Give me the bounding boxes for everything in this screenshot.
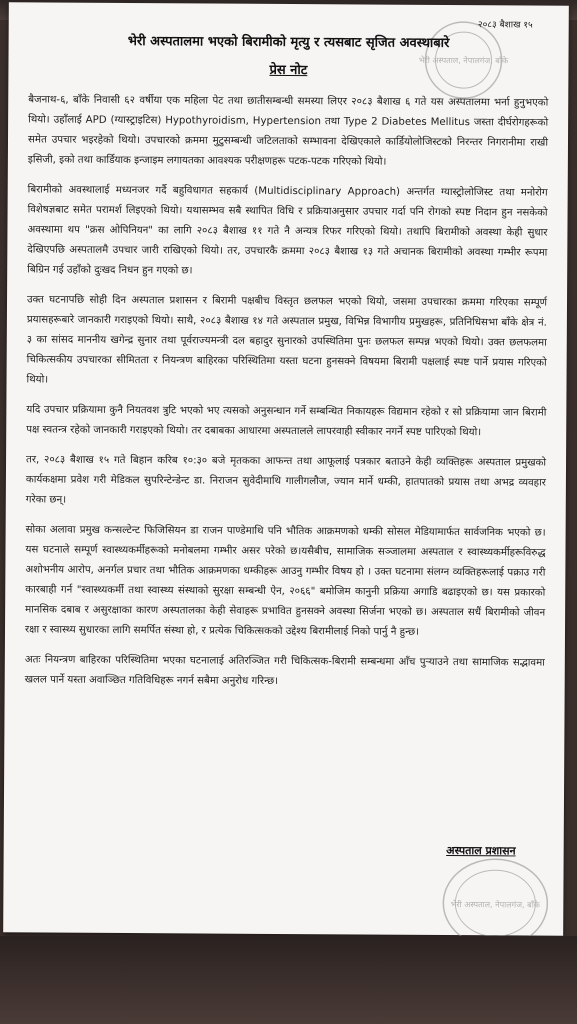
document-subtitle: प्रेस नोट bbox=[269, 62, 308, 79]
paragraph-4: यदि उपचार प्रक्रियामा कुनै नियतवश त्रुटि भएको भए त्यसको अनुसन्धान गर्ने सम्बन्धित निकायहरू विद्यमान रहेको र सो प्रक्रियामा जान बिरामी पक्ष स्वतन्त्र रहेको जानकारी गराइएको थियो। तर दबाबका आधारमा अस्पतालले लापरवाही स्वीकार नगर्ने स्पष्ट पारिएको थियो। bbox=[26, 404, 547, 439]
paragraph-5: तर, २०८३ बैशाख १५ गते बिहान करिब १०:३० बजे मृतकका आफन्त तथा आफूलाई पत्रकार बताउने केही व्यक्तिहरू अस्पताल प्रमुखको कार्यकक्षमा प्रवेश गरी मेडिकल सुपरिन्टेन्डेन्ट डा. निराजन सुवेदीमाथि गालीगलौज, ज्यान मार्ने धम्की, हातपातको प्रयास तथा अभद्र व्यवहार गरेका छन्। bbox=[25, 454, 547, 506]
document-date: २०८३ बैशाख १५ bbox=[477, 20, 533, 31]
paragraph-6: सोका अलावा प्रमुख कन्सल्टेन्ट फिजिसियन डा राजन पाण्डेमाथि पनि भौतिक आक्रमणको धम्की सोसल मेडियामार्फत सार्वजनिक भएको छ। यस घटनाले सम्पूर्ण स्वास्थ्यकर्मीहरूको मनोबलमा गम्भीर असर परेको छ।यसैबीच, सामाजिक सञ्जालमा अस्पताल र स्वास्थ्यकर्मीहरूविरुद्ध अशोभनीय आरोप, अनर्गल प्रचार तथा भौतिक आक्रमणका धम्कीहरू आउनु गम्भीर विषय हो । उक्त घटनामा संलग्न व्यक्तिहरूलाई पक्राउ गरी कारबाही गर्न "स्वास्थ्यकर्मी तथा स्वास्थ्य संस्थाको सुरक्षा सम्बन्धी ऐन, २०६६" बमोजिम कानुनी प्रक्रिया अगाडि बढाइएको छ। यस प्रकारको मानसिक दबाब र असुरक्षाका कारण अस्पतालका केही सेवाहरू प्रभावित हुनसक्ने अवस्था सिर्जना भएको छ। अस्पताल सधैं बिरामीको जीवन रक्षा र स्वास्थ्य सुधारका लागि समर्पित संस्था हो, र प्रत्येक चिकित्सकको उद्देश्य बिरामीलाई निको पार्नु नै हुन्छ। bbox=[24, 524, 546, 638]
press-note-paper bbox=[3, 2, 569, 935]
document-title: भेरी अस्पतालमा भएको बिरामीको मृत्यु र त्यसबाट सृजित अवस्थाबारे bbox=[127, 34, 450, 51]
paragraph-7: अतः नियन्त्रण बाहिरका परिस्थितिमा भएका घटनालाई अतिरञ्जित गरी चिकित्सक-बिरामी सम्बन्धमा आँच पुर्‍याउने तथा सामाजिक सद्भावमा खलल पार्ने यस्ता अवाञ्छित गतिविधिहरू नगर्न सबैमा अनुरोध गरिन्छ। bbox=[24, 654, 545, 687]
stamp-top-text: भेरी अस्पताल, नेपालगंज, बाँके bbox=[418, 55, 509, 66]
background-bottom bbox=[0, 936, 577, 1024]
stamp-bottom-text: भेरी अस्पताल, नेपालगंज, बाँके bbox=[450, 900, 540, 910]
paragraph-1: बैजनाथ-६, बाँके निवासी ६२ वर्षीया एक महिला पेट तथा छातीसम्बन्धी समस्या लिएर २०८३ बैशाख ६ गते यस अस्पतालमा भर्ना हुनुभएको थियो। उहाँलाई APD (ग्यास्ट्राइटिस) Hypothyroidism, Hypertension तथा Type 2 Diabetes Mellitus जस्ता दीर्घरोगहरूको समेत उपचार भइरहेको थियो। उपचारको क्रममा मुटुसम्बन्धी जटिलताको सम्भावना देखिएकाले कार्डियोलोजिस्टको निरन्तर निगरानीमा राखी इसिजी, इको तथा कार्डियाक इन्जाइम लगायतका आवश्यक परीक्षणहरू पटक-पटक गरिएको थियो। bbox=[27, 94, 549, 168]
paragraph-3: उक्त घटनापछि सोही दिन अस्पताल प्रशासन र बिरामी पक्षबीच विस्तृत छलफल भएको थियो, जसमा उपचारका क्रममा गरिएका सम्पूर्ण प्रयासहरूबारे जानकारी गराइएको थियो। साथै, २०८३ बैशाख १४ गते अस्पताल प्रमुख, विभिन्न विभागीय प्रमुखहरू, प्रतिनिधिसभा बाँके क्षेत्र नं. ३ का सांसद माननीय खगेन्द्र सुनार तथा पूर्वराज्यमन्त्री दल बहादुर सुनारको उपस्थितिमा पुनः छलफल सम्पन्न भएको थियो। उक्त छलफलमा चिकित्सकीय उपचारका सीमितता र नियन्त्रण बाहिरका परिस्थितिमा यस्ता घटना हुनसक्ने विषयमा बिरामी पक्षलाई स्पष्ट पार्ने प्रयास गरिएको थियो। bbox=[26, 294, 548, 386]
signature-label: अस्पताल प्रशासन bbox=[446, 843, 516, 858]
paragraph-2: बिरामीको अवस्थालाई मध्यनजर गर्दै बहुविधागत सहकार्य (Multidisciplinary Approach) अन्तर्गत ग्यास्ट्रोलोजिस्ट तथा मनोरोग विशेषज्ञबाट समेत परामर्श लिइएको थियो। यथासम्भव सबै स्थापित विधि र प्रक्रियाअनुसार उपचार गर्दा पनि रोगको स्पष्ट निदान हुन नसकेको अवस्थामा थप "क्रस ओपिनियन" का लागि २०८३ बैशाख ११ गते नै अन्यत्र रिफर गरिएको थियो। तथापि बिरामीको अवस्था केही सुधार देखिएपछि अस्पतालमै उपचार जारी राखिएको थियो। तर, उपचारकै क्रममा २०८३ बैशाख १३ गते अचानक बिरामीको अवस्था गम्भीर रूपमा बिग्रिन गई उहाँको दुःखद निधन हुन गएको छ। bbox=[27, 184, 548, 277]
document-body bbox=[25, 90, 549, 703]
